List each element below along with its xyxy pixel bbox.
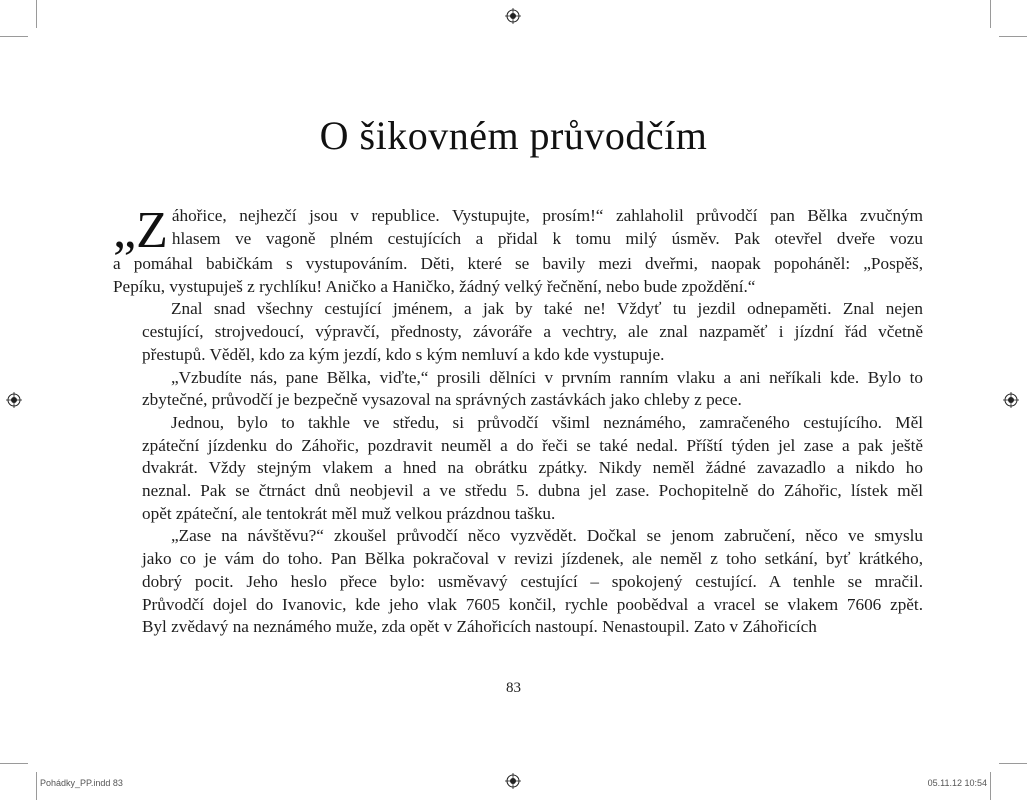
crop-mark <box>990 772 991 800</box>
crop-mark <box>999 763 1027 764</box>
registration-mark-icon <box>1003 392 1019 408</box>
text-line: Jednou, bylo to takhle ve středu, si průvodčí všiml neznámého, zamračeného cestujícího. Měl <box>171 412 923 432</box>
chapter-body <box>113 202 923 639</box>
registration-mark-icon <box>6 392 22 408</box>
text-line: „Vzbudíte nás, pane Bělka, viďte,“ prosili dělníci v prvním ranním vlaku a ani neříkali kde. Bylo to <box>171 367 923 387</box>
text-line: přestupů. Věděl, kdo za kým jezdí, kdo s kým nemluví a kdo kde vystupuje. <box>142 344 665 364</box>
slug-date-info: 05.11.12 10:54 <box>927 778 987 788</box>
text-line: Pepíku, vystupuješ z rychlíku! Aničko a Haničko, žádný velký řečnění, nebo bude zpoždění.“ <box>113 276 756 296</box>
crop-mark <box>0 36 28 37</box>
text-line: Průvodčí dojel do Ivanovic, kde jeho vlak 7605 končil, rychle poobědval a vracel se vlakem 7606 zpět. <box>142 594 923 614</box>
text-line: zpáteční jízdenku do Záhořic, pozdravit neuměl a do řeči se také nedal. Příští týden jel zase a pak ještě <box>142 435 923 455</box>
text-line: hlasem ve vagoně plném cestujících a přidal k tomu milý úsměv. Pak otevřel dveře vozu <box>171 228 923 248</box>
registration-mark-icon <box>505 8 521 24</box>
drop-cap: „Z <box>113 202 168 259</box>
text-line: zbytečné, průvodčí je bezpečně vysazoval na správných zastávkách jako chleby z pece. <box>142 390 742 410</box>
paragraph <box>113 525 923 639</box>
paragraph <box>113 202 923 298</box>
chapter-title: O šikovném průvodčím <box>319 113 708 158</box>
text-line: Znal snad všechny cestující jménem, a jak by také ne! Vždyť tu jezdil odnepaměti. Znal nejen <box>171 299 923 319</box>
paragraph <box>113 412 923 526</box>
text-line: neznal. Pak se čtrnáct dnů neobjevil a ve středu 5. dubna jel zase. Pochopitelně do Záhořic, lístek měl <box>142 481 923 501</box>
page-number: 83 <box>506 680 521 696</box>
crop-mark <box>990 0 991 28</box>
text-line: dobrý pocit. Jeho heslo přece bylo: usměvavý cestující – spokojený cestující. A tenhle se mračil. <box>142 571 923 591</box>
crop-mark <box>36 0 37 28</box>
text-line: a pomáhal babičkám s vystupováním. Děti, které se bavily mezi dveřmi, naopak popoháněl: „Pospěš, <box>113 254 923 273</box>
text-line: áhořice, nejhezčí jsou v republice. Vystupujte, prosím!“ zahlaholil průvodčí pan Bělka zvučným <box>171 206 923 225</box>
text-line: cestující, strojvedoucí, výpravčí, přednosty, závoráře a vechtry, ale znal nazpaměť i jízdní řád včetně <box>142 322 923 342</box>
text-line: „Zase na návštěvu?“ zkoušel průvodčí něco vyzvědět. Dočkal se jenom zabručení, něco ve smyslu <box>171 526 923 546</box>
text-line: opět zpáteční, ale tentokrát měl muž velkou prázdnou tašku. <box>142 503 556 523</box>
slug-file-info: Pohádky_PP.indd 83 <box>40 778 123 788</box>
paragraph <box>113 367 923 412</box>
crop-mark <box>36 772 37 800</box>
paragraph <box>113 298 923 366</box>
registration-mark-icon <box>505 773 521 789</box>
crop-mark <box>0 763 28 764</box>
text-line: Byl zvědavý na neznámého muže, zda opět v Záhořicích nastoupí. Nenastoupil. Zato v Záhořicích <box>142 617 817 637</box>
text-line: jako co je vám do toho. Pan Bělka pokračoval v revizi jízdenek, ale neměl z toho setkání, byť krátkého, <box>142 549 923 569</box>
text-line: dvakrát. Vždy stejným vlakem a hned na obrátku zpátky. Nikdy neměl žádné zavazadlo a nikdo ho <box>142 458 923 478</box>
crop-mark <box>999 36 1027 37</box>
